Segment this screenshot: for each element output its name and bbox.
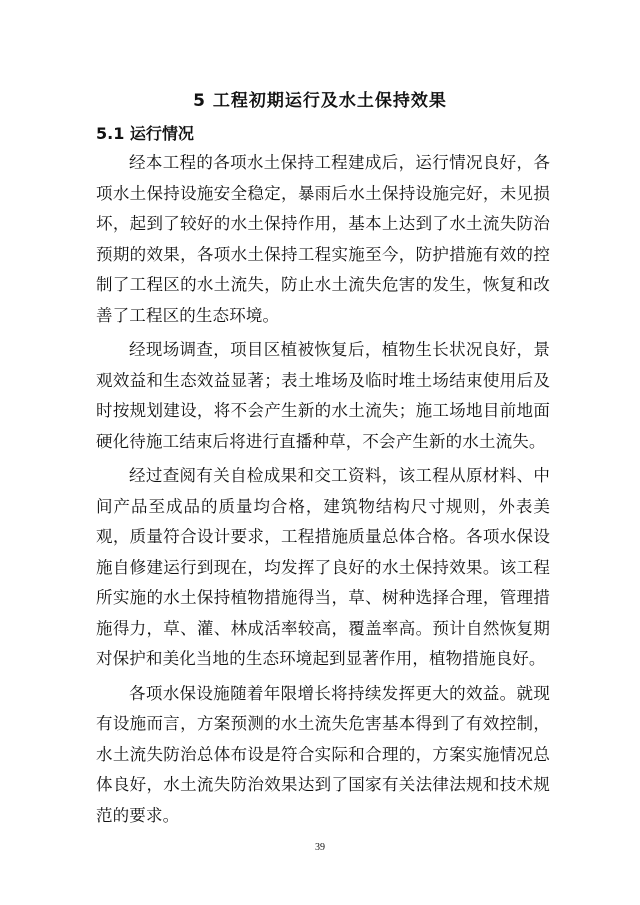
paragraph-1: 经本工程的各项水土保持工程建成后，运行情况良好，各项水土保持设施安全稳定，暴雨后水土保持设施完好，未见损坏，起到了较好的水土保持作用，基本上达到了水土流失防治预期的效果，各项水土保持工程实施至今，防护措施有效的控制了工程区的水土流失，防止水土流失危害的发生，恢复和改善了工程区的生态环境。 [96, 153, 550, 325]
paragraph-4: 各项水保设施随着年限增长将持续发挥更大的效益。就现有设施而言，方案预测的水土流失危害基本得到了有效控制，水土流失防治总体布设是符合实际和合理的，方案实施情况总体良好，水土流失防治效果达到了国家有关法律法规和技术规范的要求。 [96, 683, 550, 825]
paragraph-3: 经过查阅有关自检成果和交工资料，该工程从原材料、中间产品至成品的质量均合格，建筑物结构尺寸规则，外表美观，质量符合设计要求，工程措施质量总体合格。各项水保设施自修建运行到现在，均发挥了良好的水土保持效果。该工程所实施的水土保持植物措施得当，草、树种选择合理，管理措施得力，草、灌、林成活率较高，覆盖率高。预计自然恢复期对保护和美化当地的生态环境起到显著作用，植物措施良好。 [96, 466, 550, 668]
chapter-title: 5 工程初期运行及水土保持效果 [193, 91, 447, 111]
section-title: 5.1 运行情况 [96, 124, 194, 143]
paragraph-2: 经现场调查，项目区植被恢复后，植物生长状况良好，景观效益和生态效益显著；表土堆场及临时堆土场结束使用后及时按规划建设，将不会产生新的水土流失；施工场地目前地面硬化待施工结束后将进行直播种草，不会产生新的水土流失。 [96, 340, 550, 451]
body-text [96, 148, 550, 835]
page-number: 39 [315, 842, 325, 853]
